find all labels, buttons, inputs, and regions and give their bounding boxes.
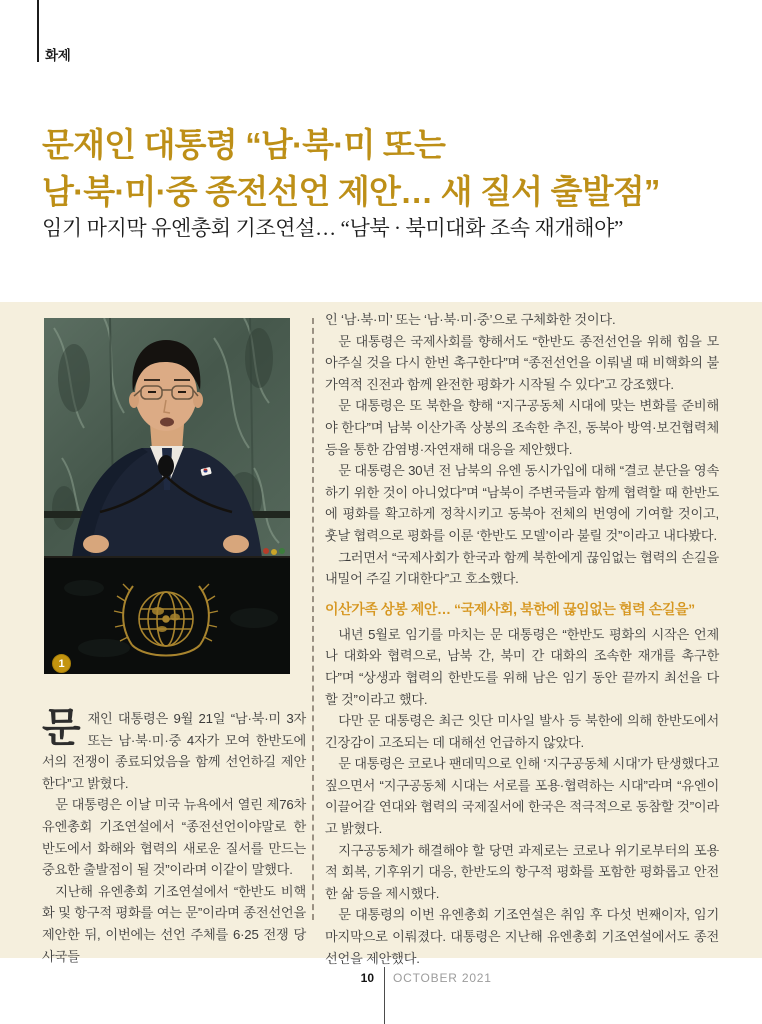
un-speech-photo-illustration bbox=[44, 318, 290, 674]
article-subtitle: 임기 마지막 유엔총회 기조연설… “남북 · 북미대화 조속 재개해야” bbox=[42, 216, 623, 240]
photo-number-badge: 1 bbox=[52, 654, 71, 673]
paragraph-text: 재인 대통령은 9월 21일 “남·북·미 3자 또는 남·북·미·중 4자가 모여 한반도에서의 전쟁이 종료되었음을 함께 선언하길 제안한다”고 밝혔다. bbox=[42, 711, 306, 791]
paragraph: 내년 5월로 임기를 마치는 문 대통령은 “한반도 평화의 시작은 언제나 대화와 협력으로, 남북 간, 북미 간 대화의 조속한 재개를 촉구한다”며 “상생과 협력의 한반도를 위해 남은 임기 동안 끝까지 최선을 다할 것”이라고 했다. bbox=[325, 626, 719, 707]
paragraph: 문 대통령의 이번 유엔총회 기조연설은 취임 후 다섯 번째이자, 임기 마지막으로 이뤄졌다. 대통령은 지난해 유엔총회 기조연설에서도 종전선언을 제안했다. bbox=[325, 907, 719, 966]
right-column bbox=[325, 309, 719, 969]
issue-date: OCTOBER 2021 bbox=[393, 971, 492, 985]
article-subheading: 이산가족 상봉 제안… “국제사회, 북한에 끊임없는 협력 손길을” bbox=[325, 600, 695, 617]
paragraph: 문 대통령은 또 북한을 향해 “지구공동체 시대에 맞는 변화를 준비해야 한다”며 남북 이산가족 상봉의 조속한 추진, 동북아 방역·보건협력체 등을 통한 감염병·자연재해 대응을 제안했다. bbox=[325, 398, 719, 457]
paragraph: 지구공동체가 해결해야 할 당면 과제로는 코로나 위기로부터의 포용적 회복, 기후위기 대응, 한반도의 항구적 평화를 포함한 평화롭고 안전한 삶 등을 제시했다. bbox=[325, 842, 719, 901]
microphone-icon bbox=[158, 455, 174, 477]
paragraph: 문 대통령은 30년 전 남북의 유엔 동시가입에 대해 “결코 분단을 영속하기 위한 것이 아니었다”며 “남북이 주변국들과 함께 협력할 때 한반도에 평화를 확고하게 정착시키고 동북아 전체의 번영에 기여할 것이고, 훗날 협력으로 평화를 이룬 ‘한반도 모델’이라 불릴 것”이라고 내다봤다. bbox=[325, 463, 719, 543]
paragraph: 문 대통령은 국제사회를 향해서도 “한반도 종전선언을 위해 힘을 모아주실 것을 다시 한번 촉구한다”며 “종전선언을 이뤄낼 때 비핵화의 불가역적 진전과 함께 완전한 평화가 시작될 수 있다”고 강조했다. bbox=[325, 333, 719, 392]
paragraph: 문 대통령은 코로나 팬데믹으로 인해 ‘지구공동체 시대’가 탄생했다고 짚으면서 “지구공동체 시대는 서로를 포용·협력하는 시대”라며 “유엔이 이끌어갈 연대와 협력의 국제질서에 한국은 적극적으로 동참할 것”이라고 밝혔다. bbox=[325, 756, 719, 837]
paragraph: 지난해 유엔총회 기조연설에서 “한반도 비핵화 및 항구적 평화를 여는 문”이라며 종전선언을 제안한 뒤, 이번에는 선언 주체를 6·25 전쟁 당사국들 bbox=[42, 883, 306, 964]
paragraph: 그러면서 “국제사회가 한국과 함께 북한에게 끊임없는 협력의 손길을 내밀어 주길 기대한다”고 호소했다. bbox=[325, 549, 719, 587]
left-column bbox=[42, 708, 306, 967]
drop-cap: 문 bbox=[42, 706, 81, 750]
paragraph: 문 대통령은 이날 미국 뉴욕에서 열린 제76차 유엔총회 기조연설에서 “종전선언이야말로 한반도에서 화해와 협력의 새로운 질서를 만드는 중요한 출발점이 될 것”이라며 이같이 말했다. bbox=[42, 797, 306, 878]
headline-line-1: 문재인 대통령 “남·북·미 또는 bbox=[42, 126, 446, 163]
paragraph: 다만 문 대통령은 최근 잇단 미사일 발사 등 북한에 의해 한반도에서 긴장감이 고조되는 데 대해선 언급하지 않았다. bbox=[325, 713, 719, 750]
un-speech-photo bbox=[44, 318, 290, 674]
headline-line-2: 남·북·미·중 종전선언 제안… 새 질서 출발점” bbox=[42, 173, 660, 210]
kicker-rule bbox=[37, 0, 39, 62]
paragraph: 인 ‘남·북·미’ 또는 ‘남·북·미·중’으로 구체화한 것이다. bbox=[325, 312, 616, 327]
footer-rule bbox=[384, 967, 385, 1024]
article-headline bbox=[42, 121, 722, 215]
page-number: 10 bbox=[360, 971, 374, 985]
article-body-box bbox=[0, 302, 762, 966]
column-divider bbox=[312, 318, 314, 920]
section-kicker: 화제 bbox=[45, 48, 71, 63]
paragraph bbox=[42, 708, 306, 794]
